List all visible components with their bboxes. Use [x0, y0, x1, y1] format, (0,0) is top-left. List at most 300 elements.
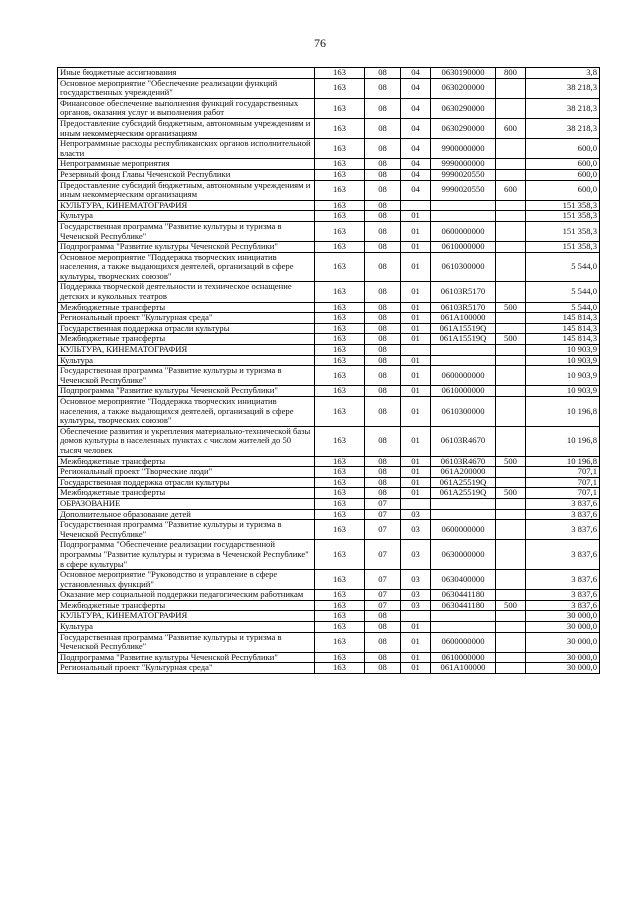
row-expense-type-code — [496, 313, 526, 324]
row-subsection-code: 04 — [401, 78, 431, 98]
row-ministry-code: 163 — [315, 397, 365, 427]
row-section-code: 08 — [365, 611, 401, 622]
row-ministry-code: 163 — [315, 477, 365, 488]
row-amount: 151 358,3 — [526, 211, 600, 222]
table-row — [58, 221, 600, 241]
row-name: Межбюджетные трансферты — [58, 302, 315, 313]
row-target-article-code: 06103R5170 — [431, 282, 496, 302]
row-ministry-code: 163 — [315, 313, 365, 324]
row-target-article-code: 061A100000 — [431, 313, 496, 324]
row-section-code: 08 — [365, 313, 401, 324]
row-section-code: 08 — [365, 139, 401, 159]
row-subsection-code: 01 — [401, 456, 431, 467]
row-subsection-code: 01 — [401, 663, 431, 674]
table-row — [58, 540, 600, 570]
row-target-article-code: 06103R4670 — [431, 456, 496, 467]
row-ministry-code: 163 — [315, 345, 365, 356]
row-target-article-code: 9900000000 — [431, 139, 496, 159]
row-target-article-code: 0630441180 — [431, 600, 496, 611]
row-target-article-code: 0630200000 — [431, 78, 496, 98]
row-section-code: 08 — [365, 323, 401, 334]
row-amount: 3 837,6 — [526, 520, 600, 540]
row-amount: 600,0 — [526, 139, 600, 159]
row-ministry-code: 163 — [315, 169, 365, 180]
row-expense-type-code — [496, 200, 526, 211]
table-row — [58, 139, 600, 159]
row-expense-type-code — [496, 426, 526, 456]
table-row — [58, 313, 600, 324]
row-amount: 30 000,0 — [526, 652, 600, 663]
row-amount: 10 903,9 — [526, 366, 600, 386]
row-name: Дополнительное образование детей — [58, 509, 315, 520]
table-row — [58, 68, 600, 79]
row-name: Оказание мер социальной поддержки педагогическим работникам — [58, 590, 315, 601]
table-row — [58, 498, 600, 509]
row-name: КУЛЬТУРА, КИНЕМАТОГРАФИЯ — [58, 345, 315, 356]
table-row — [58, 611, 600, 622]
table-row — [58, 282, 600, 302]
row-target-article-code: 061A200000 — [431, 467, 496, 478]
row-ministry-code: 163 — [315, 159, 365, 170]
row-subsection-code: 03 — [401, 590, 431, 601]
row-name: Резервный фонд Главы Чеченской Республики — [58, 169, 315, 180]
row-amount: 3 837,6 — [526, 600, 600, 611]
row-ministry-code: 163 — [315, 456, 365, 467]
row-expense-type-code: 600 — [496, 118, 526, 138]
row-target-article-code: 0630190000 — [431, 68, 496, 79]
row-expense-type-code: 500 — [496, 302, 526, 313]
row-name: Непрограммные мероприятия — [58, 159, 315, 170]
row-expense-type-code — [496, 590, 526, 601]
row-subsection-code: 01 — [401, 366, 431, 386]
table-row — [58, 211, 600, 222]
row-target-article-code: 0630290000 — [431, 98, 496, 118]
row-expense-type-code — [496, 345, 526, 356]
row-target-article-code: 9990020550 — [431, 169, 496, 180]
row-section-code: 08 — [365, 622, 401, 633]
row-amount: 707,1 — [526, 488, 600, 499]
row-name: ОБРАЗОВАНИЕ — [58, 498, 315, 509]
row-amount: 10 903,9 — [526, 386, 600, 397]
row-subsection-code: 01 — [401, 313, 431, 324]
row-amount: 10 196,8 — [526, 456, 600, 467]
row-subsection-code: 01 — [401, 302, 431, 313]
row-subsection-code: 04 — [401, 98, 431, 118]
row-name: Подпрограмма "Развитие культуры Чеченской Республики" — [58, 242, 315, 253]
row-ministry-code: 163 — [315, 252, 365, 282]
row-ministry-code: 163 — [315, 520, 365, 540]
row-amount: 3 837,6 — [526, 540, 600, 570]
row-ministry-code: 163 — [315, 386, 365, 397]
row-subsection-code: 04 — [401, 139, 431, 159]
row-subsection-code: 01 — [401, 334, 431, 345]
table-row — [58, 302, 600, 313]
row-subsection-code: 04 — [401, 159, 431, 170]
row-ministry-code: 163 — [315, 570, 365, 590]
row-subsection-code: 01 — [401, 488, 431, 499]
row-subsection-code — [401, 611, 431, 622]
row-subsection-code: 01 — [401, 252, 431, 282]
row-section-code: 08 — [365, 345, 401, 356]
row-expense-type-code — [496, 323, 526, 334]
row-target-article-code: 0600000000 — [431, 366, 496, 386]
table-row — [58, 456, 600, 467]
row-expense-type-code — [496, 221, 526, 241]
table-row — [58, 366, 600, 386]
row-section-code: 08 — [365, 282, 401, 302]
row-amount: 10 903,9 — [526, 355, 600, 366]
row-amount: 151 358,3 — [526, 221, 600, 241]
row-section-code: 08 — [365, 159, 401, 170]
row-expense-type-code — [496, 169, 526, 180]
row-target-article-code — [431, 509, 496, 520]
row-subsection-code: 01 — [401, 477, 431, 488]
row-expense-type-code: 500 — [496, 488, 526, 499]
table-row — [58, 200, 600, 211]
row-name: Межбюджетные трансферты — [58, 600, 315, 611]
row-expense-type-code — [496, 355, 526, 366]
row-subsection-code: 01 — [401, 632, 431, 652]
row-subsection-code: 01 — [401, 211, 431, 222]
row-name: Культура — [58, 211, 315, 222]
row-section-code: 08 — [365, 467, 401, 478]
row-name: Подпрограмма "Развитие культуры Чеченской Республики" — [58, 386, 315, 397]
row-amount: 151 358,3 — [526, 200, 600, 211]
row-expense-type-code — [496, 477, 526, 488]
row-name: Государственная программа "Развитие культуры и туризма в Чеченской Республике" — [58, 520, 315, 540]
row-expense-type-code — [496, 663, 526, 674]
row-amount: 707,1 — [526, 467, 600, 478]
table-row — [58, 663, 600, 674]
row-subsection-code: 03 — [401, 600, 431, 611]
row-name: Культура — [58, 355, 315, 366]
row-section-code: 07 — [365, 590, 401, 601]
row-section-code: 07 — [365, 600, 401, 611]
row-expense-type-code: 500 — [496, 600, 526, 611]
row-ministry-code: 163 — [315, 509, 365, 520]
row-ministry-code: 163 — [315, 118, 365, 138]
row-expense-type-code: 500 — [496, 456, 526, 467]
table-row — [58, 488, 600, 499]
row-subsection-code: 01 — [401, 652, 431, 663]
row-ministry-code: 163 — [315, 68, 365, 79]
row-ministry-code: 163 — [315, 632, 365, 652]
row-ministry-code: 163 — [315, 139, 365, 159]
table-row — [58, 386, 600, 397]
row-name: Поддержка творческой деятельности и техническое оснащение детских и кукольных театров — [58, 282, 315, 302]
row-expense-type-code — [496, 78, 526, 98]
table-row — [58, 520, 600, 540]
table-row — [58, 345, 600, 356]
row-amount: 145 814,3 — [526, 334, 600, 345]
row-expense-type-code — [496, 622, 526, 633]
row-target-article-code: 0630400000 — [431, 570, 496, 590]
row-target-article-code — [431, 200, 496, 211]
row-target-article-code: 0630441180 — [431, 590, 496, 601]
row-section-code: 08 — [365, 663, 401, 674]
row-target-article-code: 0630290000 — [431, 118, 496, 138]
row-subsection-code: 04 — [401, 118, 431, 138]
row-amount: 5 544,0 — [526, 252, 600, 282]
row-name: Государственная поддержка отрасли культуры — [58, 323, 315, 334]
row-ministry-code: 163 — [315, 366, 365, 386]
row-ministry-code: 163 — [315, 652, 365, 663]
row-name: Основное мероприятие "Обеспечение реализации функций государственных учреждений" — [58, 78, 315, 98]
row-target-article-code — [431, 355, 496, 366]
row-section-code: 08 — [365, 488, 401, 499]
table-row — [58, 180, 600, 200]
row-ministry-code: 163 — [315, 211, 365, 222]
row-subsection-code: 01 — [401, 282, 431, 302]
row-ministry-code: 163 — [315, 663, 365, 674]
row-section-code: 07 — [365, 509, 401, 520]
row-section-code: 08 — [365, 456, 401, 467]
row-section-code: 08 — [365, 180, 401, 200]
row-name: Основное мероприятие "Руководство и управление в сфере установленных функций" — [58, 570, 315, 590]
row-amount: 151 358,3 — [526, 242, 600, 253]
row-subsection-code: 01 — [401, 386, 431, 397]
row-ministry-code: 163 — [315, 498, 365, 509]
row-amount: 145 814,3 — [526, 323, 600, 334]
row-subsection-code: 01 — [401, 242, 431, 253]
row-subsection-code — [401, 200, 431, 211]
row-section-code: 08 — [365, 477, 401, 488]
row-target-article-code: 0600000000 — [431, 221, 496, 241]
row-amount: 707,1 — [526, 477, 600, 488]
row-section-code: 08 — [365, 169, 401, 180]
row-target-article-code — [431, 611, 496, 622]
row-amount: 38 218,3 — [526, 98, 600, 118]
row-name: Предоставление субсидий бюджетным, автономным учреждениям и иным некоммерческим организациям — [58, 118, 315, 138]
table-row — [58, 334, 600, 345]
row-target-article-code: 061A25519Q — [431, 488, 496, 499]
row-section-code: 08 — [365, 68, 401, 79]
table-row — [58, 159, 600, 170]
row-amount: 10 196,8 — [526, 426, 600, 456]
row-ministry-code: 163 — [315, 426, 365, 456]
row-subsection-code: 01 — [401, 323, 431, 334]
row-name: Культура — [58, 622, 315, 633]
row-subsection-code: 01 — [401, 467, 431, 478]
row-expense-type-code — [496, 211, 526, 222]
row-name: КУЛЬТУРА, КИНЕМАТОГРАФИЯ — [58, 200, 315, 211]
row-ministry-code: 163 — [315, 467, 365, 478]
row-ministry-code: 163 — [315, 302, 365, 313]
row-target-article-code: 06103R4670 — [431, 426, 496, 456]
row-ministry-code: 163 — [315, 355, 365, 366]
row-ministry-code: 163 — [315, 323, 365, 334]
row-expense-type-code — [496, 98, 526, 118]
row-subsection-code — [401, 345, 431, 356]
table-row — [58, 622, 600, 633]
row-amount: 5 544,0 — [526, 282, 600, 302]
row-amount: 600,0 — [526, 159, 600, 170]
row-name: Межбюджетные трансферты — [58, 456, 315, 467]
table-row — [58, 252, 600, 282]
row-expense-type-code — [496, 509, 526, 520]
row-section-code: 08 — [365, 334, 401, 345]
row-expense-type-code — [496, 397, 526, 427]
row-section-code: 08 — [365, 355, 401, 366]
row-target-article-code: 0610300000 — [431, 397, 496, 427]
row-expense-type-code: 500 — [496, 334, 526, 345]
row-expense-type-code: 800 — [496, 68, 526, 79]
row-name: Межбюджетные трансферты — [58, 488, 315, 499]
row-target-article-code: 0600000000 — [431, 632, 496, 652]
row-amount: 600,0 — [526, 169, 600, 180]
row-target-article-code — [431, 345, 496, 356]
row-name: Подпрограмма "Обеспечение реализации государственной программы "Развитие культуры и туризма в Чеченской Республике" в сфере культуры" — [58, 540, 315, 570]
row-subsection-code: 01 — [401, 426, 431, 456]
row-section-code: 08 — [365, 221, 401, 241]
row-expense-type-code — [496, 652, 526, 663]
row-target-article-code: 9990020550 — [431, 180, 496, 200]
table-row — [58, 242, 600, 253]
row-amount: 3 837,6 — [526, 570, 600, 590]
row-section-code: 08 — [365, 652, 401, 663]
table-row — [58, 632, 600, 652]
table-row — [58, 118, 600, 138]
row-ministry-code: 163 — [315, 600, 365, 611]
row-name: Государственная поддержка отрасли культуры — [58, 477, 315, 488]
row-name: Финансовое обеспечение выполнения функций государственных органов, оказания услуг и выполнения работ — [58, 98, 315, 118]
row-name: Основное мероприятие "Поддержка творческих инициатив населения, а также выдающихся деятелей, организаций в сфере культуры, творческих союзов" — [58, 397, 315, 427]
row-amount: 3 837,6 — [526, 590, 600, 601]
row-ministry-code: 163 — [315, 334, 365, 345]
row-expense-type-code — [496, 282, 526, 302]
row-ministry-code: 163 — [315, 180, 365, 200]
row-amount: 10 903,9 — [526, 345, 600, 356]
row-target-article-code — [431, 211, 496, 222]
row-amount: 5 544,0 — [526, 302, 600, 313]
row-ministry-code: 163 — [315, 590, 365, 601]
row-section-code: 08 — [365, 78, 401, 98]
table-row — [58, 467, 600, 478]
row-expense-type-code — [496, 540, 526, 570]
row-expense-type-code — [496, 611, 526, 622]
row-section-code: 08 — [365, 426, 401, 456]
row-section-code: 08 — [365, 252, 401, 282]
page-number: 76 — [314, 36, 326, 50]
row-subsection-code: 03 — [401, 540, 431, 570]
row-subsection-code: 01 — [401, 622, 431, 633]
row-target-article-code: 9990000000 — [431, 159, 496, 170]
row-section-code: 07 — [365, 498, 401, 509]
row-expense-type-code — [496, 366, 526, 386]
row-ministry-code: 163 — [315, 98, 365, 118]
table-row — [58, 426, 600, 456]
table-row — [58, 652, 600, 663]
row-section-code: 08 — [365, 242, 401, 253]
row-amount: 30 000,0 — [526, 622, 600, 633]
row-name: Подпрограмма "Развитие культуры Чеченской Республики" — [58, 652, 315, 663]
row-expense-type-code — [496, 159, 526, 170]
row-amount: 10 196,8 — [526, 397, 600, 427]
table-row — [58, 570, 600, 590]
row-section-code: 07 — [365, 520, 401, 540]
row-subsection-code: 01 — [401, 221, 431, 241]
row-section-code: 08 — [365, 366, 401, 386]
row-subsection-code: 04 — [401, 68, 431, 79]
row-expense-type-code — [496, 467, 526, 478]
row-name: Межбюджетные трансферты — [58, 334, 315, 345]
row-amount: 3 837,6 — [526, 509, 600, 520]
row-expense-type-code — [496, 520, 526, 540]
budget-table — [57, 67, 600, 674]
row-name: Государственная программа "Развитие культуры и туризма в Чеченской Республике" — [58, 632, 315, 652]
row-target-article-code: 061A15519Q — [431, 334, 496, 345]
row-target-article-code: 0630000000 — [431, 540, 496, 570]
row-amount: 600,0 — [526, 180, 600, 200]
row-name: Предоставление субсидий бюджетным, автономным учреждениям и иным некоммерческим организациям — [58, 180, 315, 200]
table-row — [58, 78, 600, 98]
row-name: Обеспечение развития и укрепления материально-технической базы домов культуры в населенных пунктах с числом жителей до 50 тысяч человек — [58, 426, 315, 456]
row-name: Иные бюджетные ассигнования — [58, 68, 315, 79]
row-target-article-code: 061A100000 — [431, 663, 496, 674]
row-section-code: 07 — [365, 540, 401, 570]
row-name: Региональный проект "Культурная среда" — [58, 663, 315, 674]
row-expense-type-code — [496, 139, 526, 159]
row-ministry-code: 163 — [315, 282, 365, 302]
row-subsection-code: 01 — [401, 355, 431, 366]
row-section-code: 08 — [365, 397, 401, 427]
table-row — [58, 98, 600, 118]
table-row — [58, 600, 600, 611]
row-subsection-code: 04 — [401, 169, 431, 180]
row-section-code: 08 — [365, 98, 401, 118]
row-amount: 3 837,6 — [526, 498, 600, 509]
row-target-article-code: 061A25519Q — [431, 477, 496, 488]
table-row — [58, 169, 600, 180]
row-name: Непрограммные расходы республиканских органов исполнительной власти — [58, 139, 315, 159]
row-name: Основное мероприятие "Поддержка творческих инициатив населения, а также выдающихся деятелей, организаций в сфере культуры, творческих союзов" — [58, 252, 315, 282]
row-name: Государственная программа "Развитие культуры и туризма в Чеченской Республике" — [58, 221, 315, 241]
table-row — [58, 477, 600, 488]
row-name: Государственная программа "Развитие культуры и туризма в Чеченской Республике" — [58, 366, 315, 386]
row-amount: 30 000,0 — [526, 611, 600, 622]
table-row — [58, 323, 600, 334]
row-target-article-code: 0610300000 — [431, 252, 496, 282]
row-target-article-code: 0600000000 — [431, 520, 496, 540]
row-name: Региональный проект "Творческие люди" — [58, 467, 315, 478]
row-expense-type-code — [496, 570, 526, 590]
row-section-code: 08 — [365, 200, 401, 211]
row-ministry-code: 163 — [315, 200, 365, 211]
row-ministry-code: 163 — [315, 242, 365, 253]
row-target-article-code — [431, 498, 496, 509]
row-subsection-code: 03 — [401, 570, 431, 590]
row-subsection-code: 03 — [401, 520, 431, 540]
row-ministry-code: 163 — [315, 488, 365, 499]
row-section-code: 08 — [365, 632, 401, 652]
row-section-code: 08 — [365, 211, 401, 222]
row-subsection-code: 04 — [401, 180, 431, 200]
row-subsection-code: 03 — [401, 509, 431, 520]
budget-table-body — [58, 68, 600, 674]
table-row — [58, 397, 600, 427]
row-target-article-code: 0610000000 — [431, 652, 496, 663]
row-expense-type-code — [496, 252, 526, 282]
row-amount: 145 814,3 — [526, 313, 600, 324]
row-section-code: 07 — [365, 570, 401, 590]
table-row — [58, 509, 600, 520]
row-section-code: 08 — [365, 302, 401, 313]
row-target-article-code: 0610000000 — [431, 242, 496, 253]
row-subsection-code: 01 — [401, 397, 431, 427]
row-expense-type-code — [496, 632, 526, 652]
row-ministry-code: 163 — [315, 221, 365, 241]
row-section-code: 08 — [365, 118, 401, 138]
